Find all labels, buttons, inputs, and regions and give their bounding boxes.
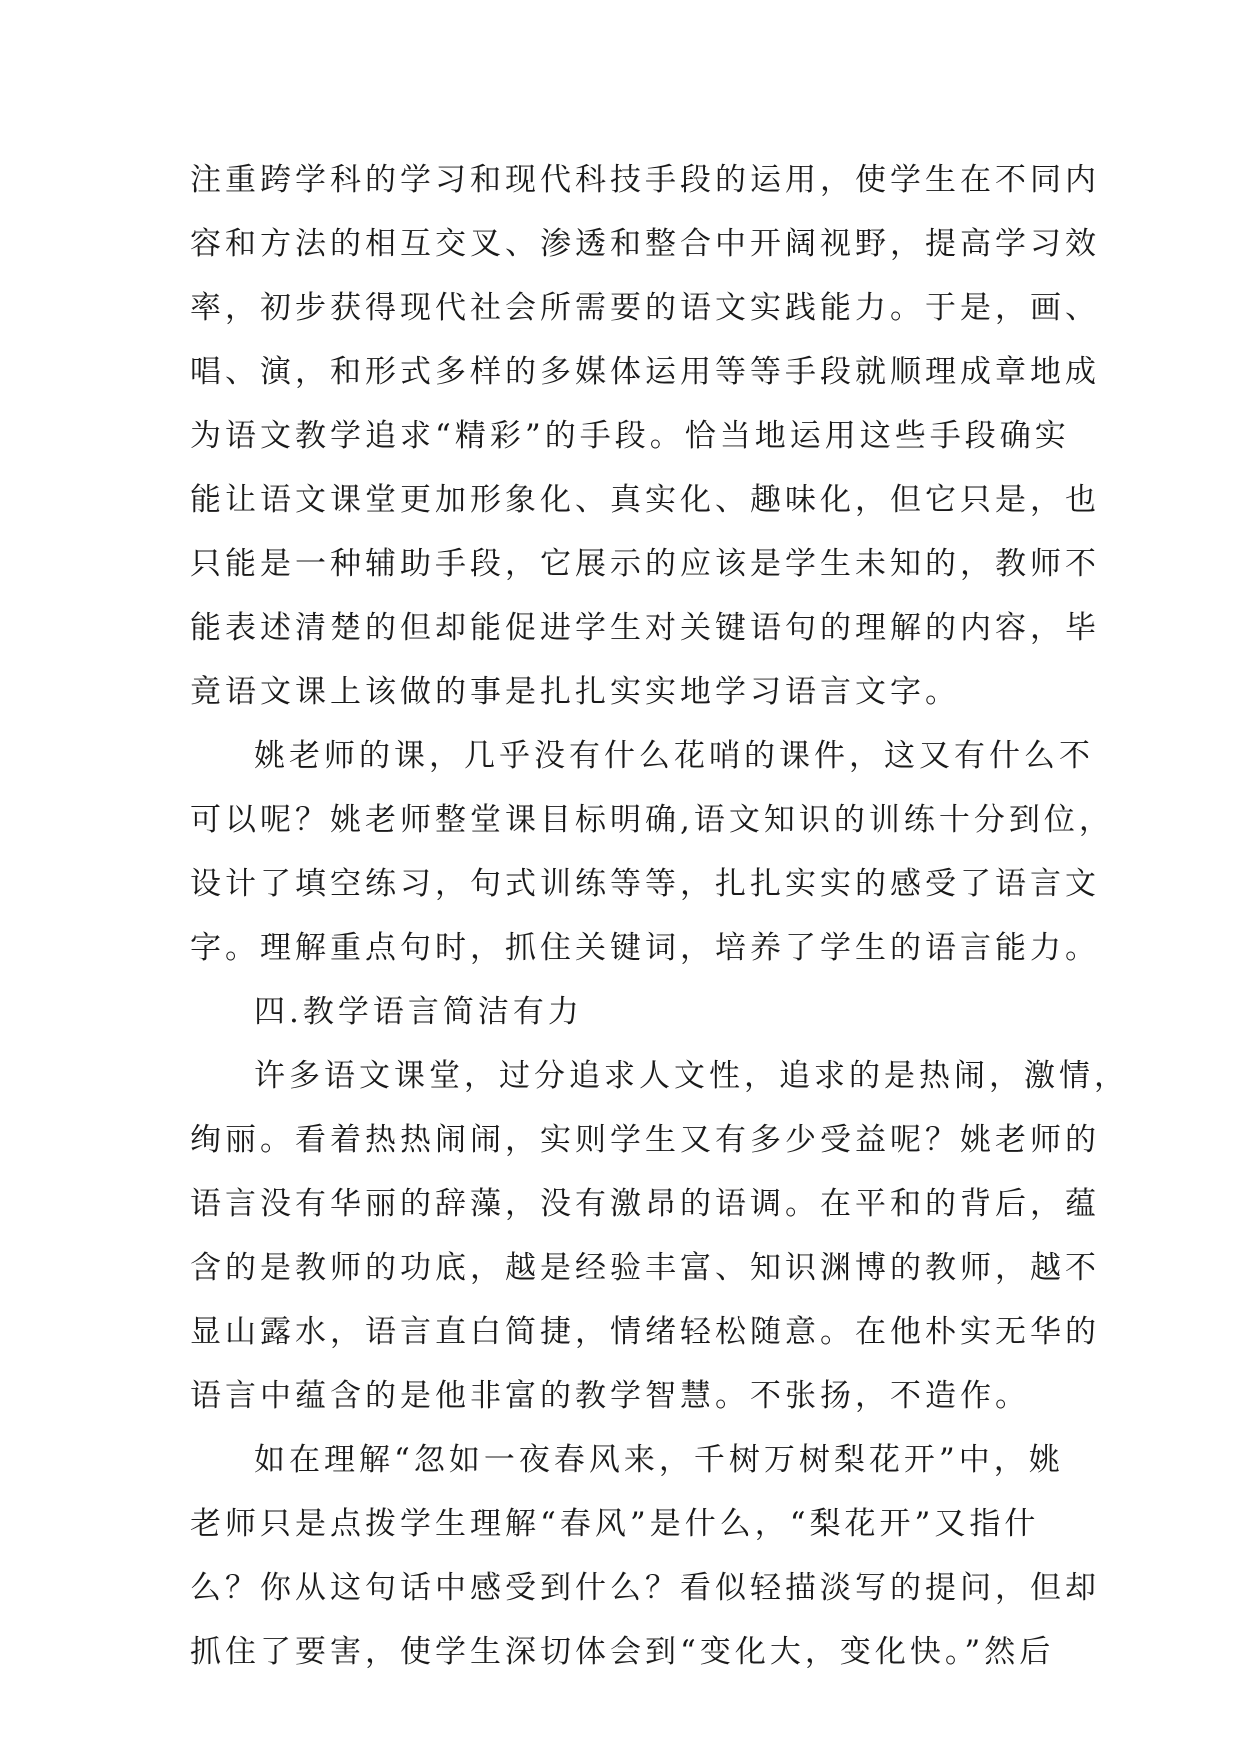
document-body xyxy=(190,148,1129,1684)
text-line: 语言没有华丽的辞藻，没有激昂的语调。在平和的背后，蕴 xyxy=(190,1186,1100,1222)
text-line: 语言中蕴含的是他非富的教学智慧。不张扬，不造作。 xyxy=(190,1378,1030,1414)
text-line: 注重跨学科的学习和现代科技手段的运用，使学生在不同内 xyxy=(190,162,1100,198)
text-line: 姚老师的课，几乎没有什么花哨的课件，这又有什么不 xyxy=(254,738,1094,774)
text-line: 率，初步获得现代社会所需要的语文实践能力。于是，画、 xyxy=(190,290,1100,326)
text-line: 显山露水，语言直白简捷，情绪轻松随意。在他朴实无华的 xyxy=(190,1314,1100,1350)
text-line: 绚丽。看着热热闹闹，实则学生又有多少受益呢？姚老师的 xyxy=(190,1122,1100,1158)
text-line: 如在理解“忽如一夜春风来，千树万树梨花开”中，姚 xyxy=(254,1442,1064,1478)
text-line: 含的是教师的功底，越是经验丰富、知识渊博的教师，越不 xyxy=(190,1250,1100,1286)
text-line: 竟语文课上该做的事是扎扎实实地学习语言文字。 xyxy=(190,674,960,710)
text-line: 老师只是点拨学生理解“春风”是什么，“梨花开”又指什 xyxy=(190,1506,1040,1542)
text-line: 字。理解重点句时，抓住关键词，培养了学生的语言能力。 xyxy=(190,930,1100,966)
text-line: 设计了填空练习，句式训练等等，扎扎实实的感受了语言文 xyxy=(190,866,1100,902)
text-line: 为语文教学追求“精彩”的手段。恰当地运用这些手段确实 xyxy=(190,418,1070,454)
text-line: 容和方法的相互交叉、渗透和整合中开阔视野，提高学习效 xyxy=(190,226,1100,262)
text-line: 么？你从这句话中感受到什么？看似轻描淡写的提问，但却 xyxy=(190,1570,1100,1606)
text-line: 四.教学语言简洁有力 xyxy=(254,994,583,1030)
text-line: 只能是一种辅助手段，它展示的应该是学生未知的，教师不 xyxy=(190,546,1100,582)
text-line: 抓住了要害，使学生深切体会到“变化大，变化快。”然后 xyxy=(190,1634,1055,1670)
text-line: 能表述清楚的但却能促进学生对关键语句的理解的内容，毕 xyxy=(190,610,1100,646)
text-line: 可以呢？姚老师整堂课目标明确,语文知识的训练十分到位， xyxy=(190,802,1114,838)
text-line: 唱、演，和形式多样的多媒体运用等等手段就顺理成章地成 xyxy=(190,354,1100,390)
text-line: 能让语文课堂更加形象化、真实化、趣味化，但它只是，也 xyxy=(190,482,1100,518)
text-line: 许多语文课堂，过分追求人文性，追求的是热闹，激情， xyxy=(254,1058,1129,1094)
